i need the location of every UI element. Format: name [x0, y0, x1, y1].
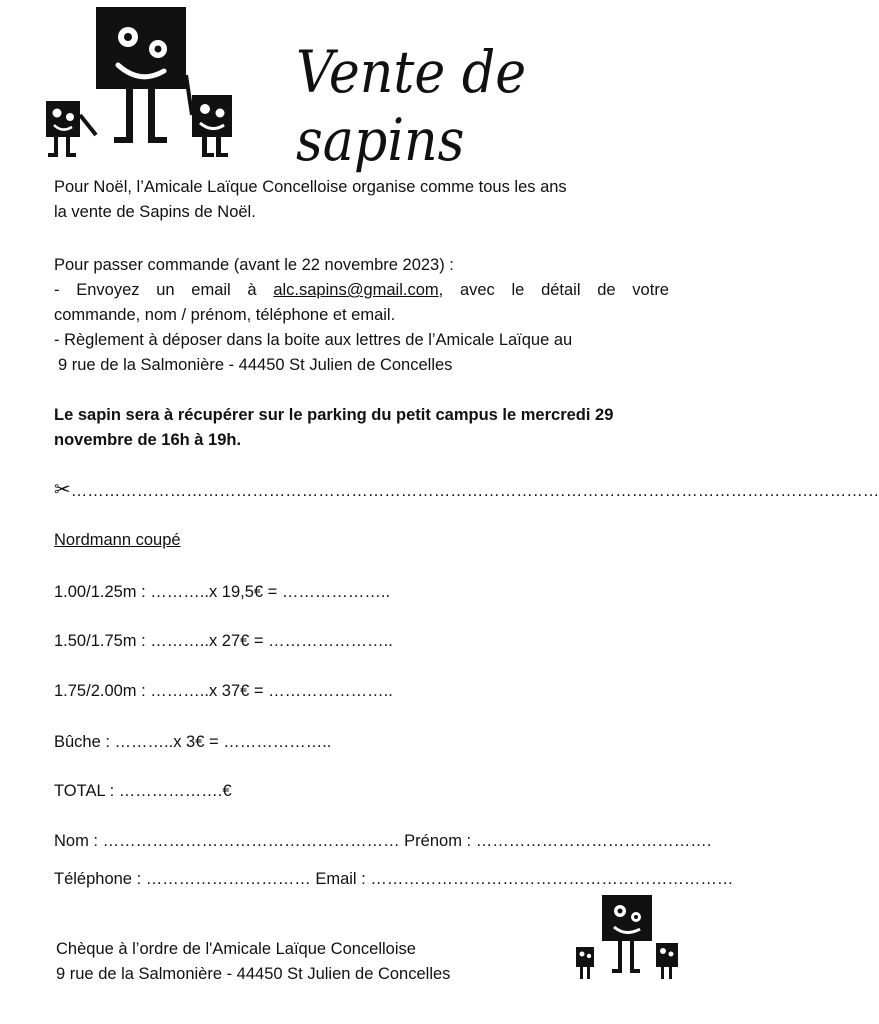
- order-line-2: commande, nom / prénom, téléphone et email.: [54, 306, 396, 324]
- row-buche: Bûche : ………..x 3€ = ………………..: [54, 733, 332, 751]
- row-nordmann-150-175: 1.50/1.75m : ………..x 27€ = …………………..: [54, 632, 393, 650]
- amicale-logo: [40, 5, 240, 165]
- form-telephone-email: Téléphone : ………………………… Email : …………………………………………………………: [54, 870, 734, 888]
- form-nom-prenom: Nom : ……………………………………………… Prénom : …………………………………….: [54, 832, 712, 850]
- page-title: Vente de sapins: [296, 38, 527, 174]
- row-nordmann-100-125: 1.00/1.25m : ………..x 19,5€ = ………………..: [54, 583, 391, 601]
- order-email-prefix: - Envoyez un email à: [54, 281, 274, 299]
- row-nordmann-175-200: 1.75/2.00m : ………..x 37€ = …………………..: [54, 682, 393, 700]
- pickup-line-1: Le sapin sera à récupérer sur le parking du petit campus le mercredi 29: [54, 406, 614, 424]
- pickup-line-2: novembre de 16h à 19h.: [54, 431, 242, 449]
- product-heading: Nordmann coupé: [54, 531, 181, 549]
- footer-line-2: 9 rue de la Salmonière - 44450 St Julien de Concelles: [56, 965, 451, 983]
- order-email-link[interactable]: alc.sapins@gmail.com: [273, 281, 439, 299]
- order-heading: Pour passer commande (avant le 22 novembre 2023) :: [54, 256, 454, 274]
- row-total: TOTAL : ……………….€: [54, 782, 232, 800]
- scissors-icon: ✂: [54, 479, 71, 501]
- intro-line-1: Pour Noël, l’Amicale Laïque Concelloise organise comme tous les ans: [54, 178, 567, 196]
- order-address: 9 rue de la Salmonière - 44450 St Julien de Concelles: [58, 356, 453, 374]
- cut-dots: …………………………………………………………………………………………………………………………………: [70, 482, 879, 500]
- order-email-suffix: , avec le détail de votre: [438, 281, 669, 299]
- order-email-line: [54, 278, 669, 303]
- cut-line: [54, 478, 879, 504]
- amicale-logo-small: [572, 893, 682, 983]
- order-line-3: - Règlement à déposer dans la boite aux lettres de l’Amicale Laïque au: [54, 331, 573, 349]
- footer-line-1: Chèque à l’ordre de l'Amicale Laïque Concelloise: [56, 940, 416, 958]
- intro-line-2: la vente de Sapins de Noël.: [54, 203, 256, 221]
